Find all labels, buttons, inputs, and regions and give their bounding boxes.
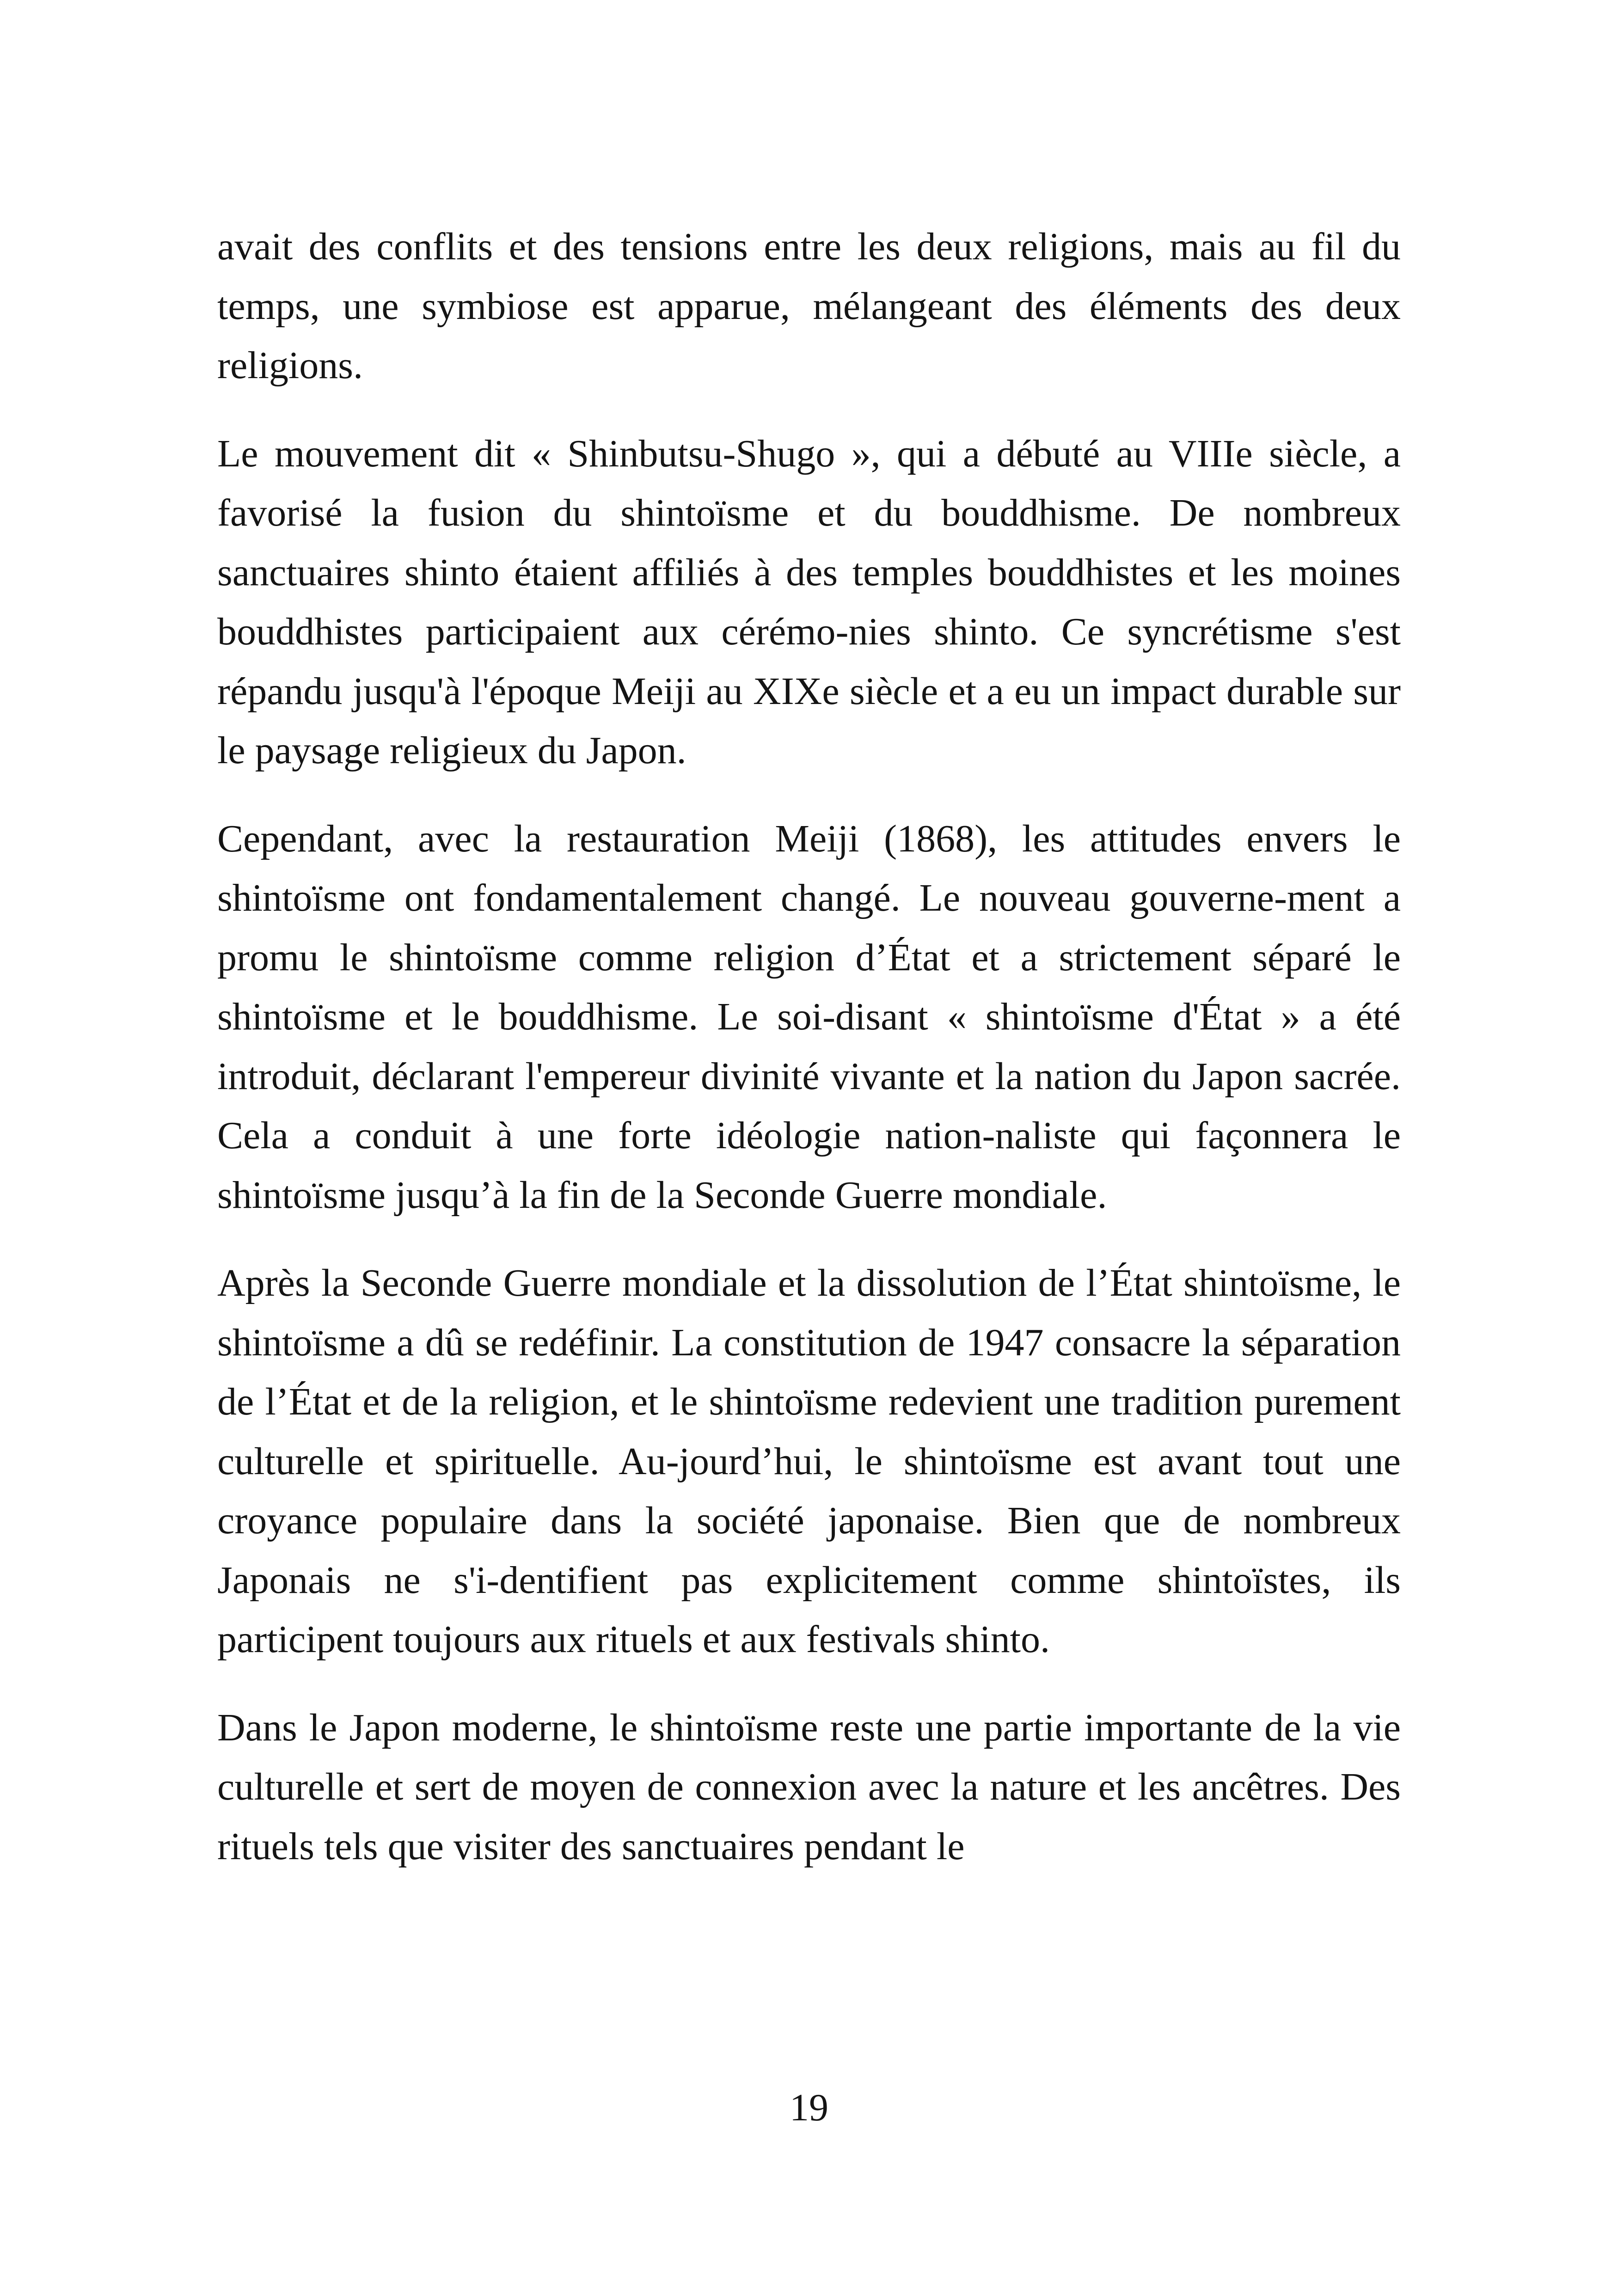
body-text [217, 217, 1401, 1905]
paragraph-5: Dans le Japon moderne, le shintoïsme reste une partie importante de la vie culturelle et sert de moyen de connexion avec la nature et les ancêtres. Des rituels tels que visiter des sanctuaires pendant le [217, 1706, 1401, 1868]
paragraph-2: Le mouvement dit « Shinbutsu-Shugo », qui a débuté au VIIIe siècle, a favorisé la fusion du shintoïsme et du bouddhisme. De nombreux sanctuaires shinto étaient affiliés à des temples bouddhistes et les moines bouddhistes participaient aux cérémo-nies shinto. Ce syncrétisme s'est répandu jusqu'à l'époque Meiji au XIXe siècle et a eu un impact durable sur le paysage religieux du Japon. [217, 432, 1401, 772]
paragraph-3: Cependant, avec la restauration Meiji (1868), les attitudes envers le shintoïsme ont fondamentalement changé. Le nouveau gouverne-ment a promu le shintoïsme comme religion d’État et a strictement séparé le shintoïsme et le bouddhisme. Le soi-disant « shintoïsme d'État » a été introduit, déclarant l'empereur divinité vivante et la nation du Japon sacrée. Cela a conduit à une forte idéologie nation-naliste qui façonnera le shintoïsme jusqu’à la fin de la Seconde Guerre mondiale. [217, 817, 1401, 1217]
paragraph-4: Après la Seconde Guerre mondiale et la dissolution de l’État shintoïsme, le shintoïsme a dû se redéfinir. La constitution de 1947 consacre la séparation de l’État et de la religion, et le shintoïsme redevient une tradition purement culturelle et spirituelle. Au-jourd’hui, le shintoïsme est avant tout une croyance populaire dans la société japonaise. Bien que de nombreux Japonais ne s'i-dentifient pas explicitement comme shintoïstes, ils participent toujours aux rituels et aux festivals shinto. [217, 1261, 1401, 1661]
paragraph-1: avait des conflits et des tensions entre les deux religions, mais au fil du temps, une symbiose est apparue, mélangeant des éléments des deux religions. [217, 225, 1401, 387]
page-number: 19 [790, 2086, 828, 2129]
